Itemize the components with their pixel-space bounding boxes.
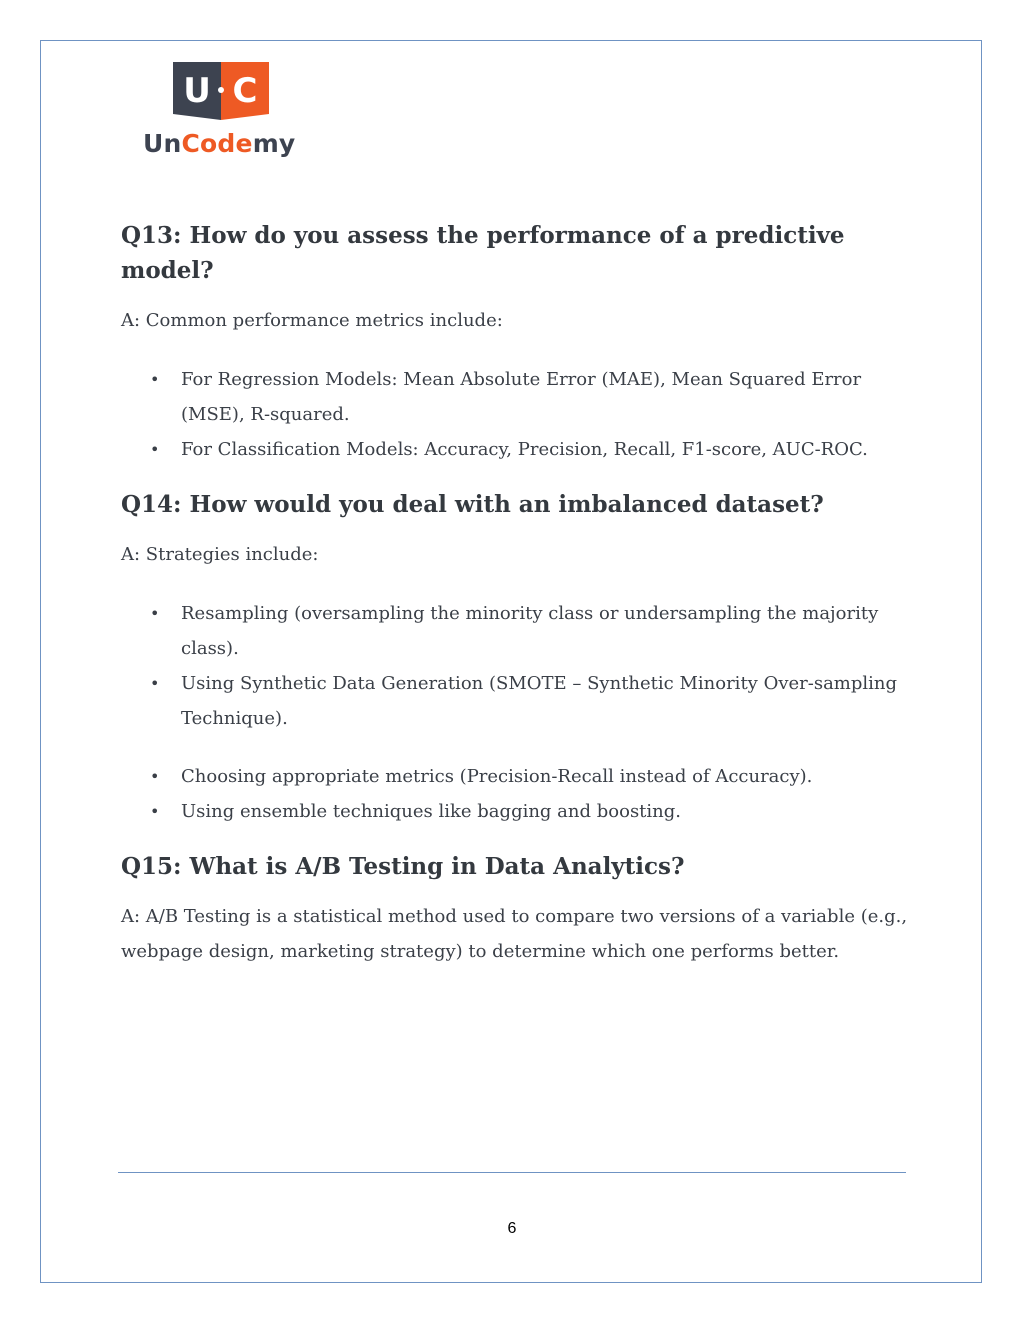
list-item: • Using Synthetic Data Generation (SMOTE – Synthetic Minority Over-sampling Technique). xyxy=(121,666,911,736)
answer-14-intro: A: Strategies include: xyxy=(121,544,319,565)
logo-wordmark-part1: Un xyxy=(143,129,182,158)
answer-14-list-group-1 xyxy=(121,596,911,736)
document-body xyxy=(121,218,911,969)
logo-wordmark xyxy=(143,129,295,158)
list-item: • Choosing appropriate metrics (Precision-Recall instead of Accuracy). xyxy=(121,759,911,794)
logo-wordmark-part2: Code xyxy=(181,129,253,158)
list-item: • Using ensemble techniques like bagging and boosting. xyxy=(121,794,911,829)
question-14-heading: Q14: How would you deal with an imbalanced dataset? xyxy=(121,491,824,518)
uncodemy-logo xyxy=(143,62,303,162)
answer-14-list-group-2 xyxy=(121,759,911,829)
question-15-heading: Q15: What is A/B Testing in Data Analytics? xyxy=(121,853,685,880)
answer-13-intro: A: Common performance metrics include: xyxy=(121,310,503,331)
page-number: 6 xyxy=(507,1220,517,1237)
question-13-heading: Q13: How do you assess the performance of a predictive model? xyxy=(121,222,845,284)
list-item: • For Regression Models: Mean Absolute Error (MAE), Mean Squared Error (MSE), R-squared. xyxy=(121,362,911,432)
answer-13-list xyxy=(121,362,911,467)
uncodemy-logo-mark xyxy=(173,62,269,120)
answer-15-text: A: A/B Testing is a statistical method used to compare two versions of a variable (e.g., webpage design, marketing strategy) to determine which one performs better. xyxy=(121,906,908,962)
list-item: • For Classification Models: Accuracy, Precision, Recall, F1-score, AUC-ROC. xyxy=(121,432,911,467)
logo-mark-left-letter: U xyxy=(183,71,211,111)
footer-divider xyxy=(118,1172,906,1173)
list-item: • Resampling (oversampling the minority class or undersampling the majority class). xyxy=(121,596,911,666)
logo-mark-right-letter: C xyxy=(232,71,258,111)
logo-wordmark-part3: my xyxy=(252,129,296,158)
